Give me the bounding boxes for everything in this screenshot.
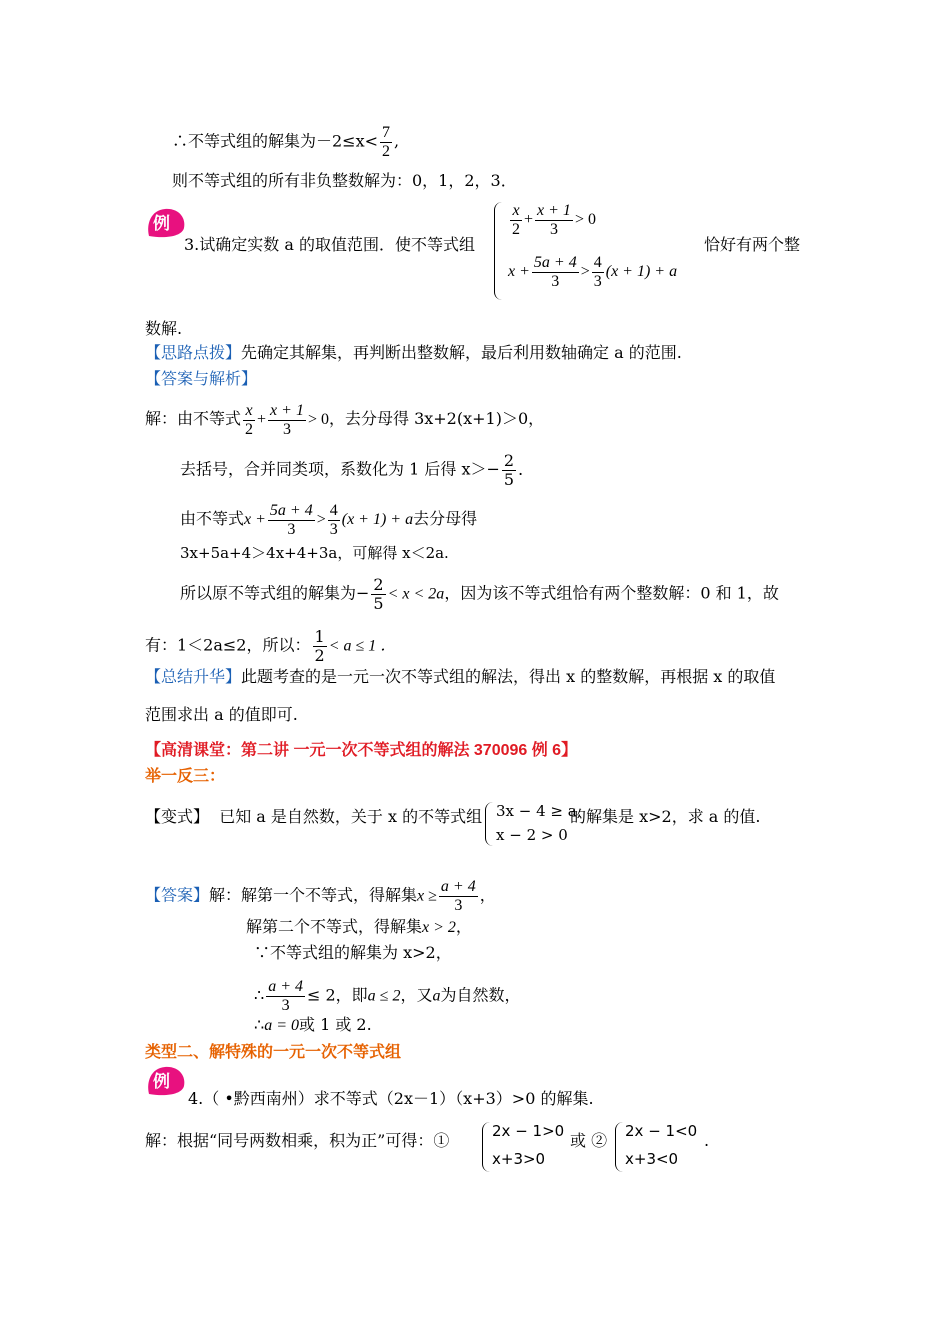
ex3-sys-row2 [508, 254, 677, 290]
ex4-system2 [615, 1120, 710, 1176]
s2-text: 去括号，合并同类项，系数化为 1 后得 x＞− [180, 459, 500, 479]
frac [592, 254, 604, 290]
lecture-heading: 【高清课堂：第二讲 一元一次不等式组的解法 370096 例 6】 [145, 742, 578, 759]
den: 3 [549, 220, 558, 238]
num: 1 [314, 627, 325, 646]
summary-text: 此题考查的是一元一次不等式组的解法，得出 x 的整数解，再根据 x 的取值 [241, 667, 776, 686]
frac: $\frac{x}{2}$ [245, 402, 254, 438]
ex3-system [494, 200, 704, 304]
num: a + 4 [440, 878, 476, 895]
ex4-end: . [704, 1131, 710, 1150]
va-l4-a2: a [432, 987, 441, 1005]
s6-lead: 有：1＜2a≤2，所以： [145, 635, 311, 655]
brace [615, 1122, 623, 1172]
brace [494, 202, 503, 300]
practice-heading: 举一反三： [145, 768, 226, 785]
hint-text: 先确定其解集，再判断出整数解，最后利用数轴确定 a 的范围. [241, 343, 682, 362]
frac [535, 202, 573, 238]
example-badge-icon [145, 206, 187, 240]
frac: $\frac{x + 1}{3}$ [270, 402, 304, 438]
c1b: x+3>0 [492, 1150, 546, 1168]
va-tag: 【答案】 [145, 885, 210, 905]
den: 3 [281, 996, 290, 1014]
s2-end: ． [518, 459, 535, 479]
den: 5 [503, 469, 515, 489]
ex4-solution: 解：根据“同号两数相乘，积为正”可得：① [145, 1131, 450, 1150]
frac [532, 254, 579, 290]
variant-sys-b: x − 2 > 0 [496, 826, 568, 844]
den: 2 [512, 220, 520, 238]
ex4-text: 4.（ •黔西南州）求不等式（2x－1）（x+3）>0 的解集. [188, 1089, 594, 1108]
va-line2 [246, 916, 472, 939]
brace [482, 1122, 490, 1172]
variant-tag: 【变式】 [145, 807, 210, 826]
summary-tag: 【总结升华】 [145, 667, 242, 686]
answer-tag: 【答案与解析】 [145, 369, 258, 388]
s3-lead: 由不等式 [180, 508, 245, 528]
va-l2-x: x > 2 [422, 919, 456, 936]
va-l4-tail2: ，又 [400, 985, 433, 1005]
ex3-tail: 恰好有两个整 [704, 235, 801, 254]
va-l5-a: a = 0 [264, 1017, 299, 1034]
va-l2-end: ， [455, 917, 472, 936]
comma: , [394, 131, 400, 151]
rest: (x + 1) + a [605, 262, 678, 280]
ex4-system1 [482, 1120, 572, 1176]
variant-lead: 已知 a 是自然数，关于 x 的不等式组 [219, 807, 483, 826]
va-line1 [145, 878, 496, 914]
s3-tail: 去分母得 [413, 508, 478, 528]
step1 [145, 402, 544, 438]
num: 4 [593, 254, 602, 271]
gt: > [580, 262, 590, 280]
ex4-or: 或 ② [570, 1131, 608, 1150]
den: 3 [551, 272, 560, 290]
den: 2 [314, 645, 325, 665]
va-l2: 解第二个不等式，得解集 [246, 917, 423, 936]
va-line4 [254, 978, 520, 1014]
c2a: 2x − 1<0 [625, 1122, 698, 1140]
frac [266, 978, 305, 1014]
variant-tail: 的解集是 x>2，求 a 的值. [570, 807, 761, 826]
variant-system [485, 800, 582, 850]
frac [439, 878, 478, 914]
num: x + 1 [537, 202, 571, 219]
frac: $\frac{2}{5}$ [373, 575, 384, 613]
va-l4-lead: ∴ [254, 985, 265, 1005]
s1-lead: 解：由不等式 [145, 408, 242, 428]
x-plus: x + [508, 262, 530, 280]
ex3-sys-row1 [508, 202, 596, 238]
summary-line2: 范围求出 a 的值即可. [145, 705, 298, 724]
variant-line [145, 806, 482, 828]
step5 [180, 576, 779, 612]
frac [313, 628, 327, 664]
frac: $\frac{5a + 4}{3}$ [269, 502, 313, 538]
den: 3 [454, 896, 463, 914]
va-line3: ∵不等式组的解集为 x>2， [254, 943, 452, 962]
va-l4-end: 为自然数， [440, 985, 521, 1005]
va-l4-tail: ≤ 2，即 [306, 985, 368, 1005]
va-l1-x: x ≥ [417, 887, 437, 905]
step3 [180, 502, 477, 538]
ex3-lead: 3.试确定实数 a 的取值范围．使不等式组 [184, 235, 475, 254]
c2b: x+3<0 [625, 1150, 679, 1168]
s5-tail: ，因为该不等式组恰有两个整数解：0 和 1，故 [444, 583, 779, 603]
num: 2 [503, 451, 515, 470]
va-l1: 解：解第一个不等式，得解集 [209, 885, 418, 905]
nonneg-line: 则不等式组的所有非负整数解为：0，1，2，3． [172, 171, 517, 190]
num: a + 4 [268, 978, 303, 995]
va-l5-tail: 或 1 或 2. [298, 1015, 372, 1034]
step6 [145, 628, 396, 664]
therefore-text: ∴不等式组的解集为－2≤x< [172, 131, 379, 151]
frac [510, 202, 522, 238]
plus: + [524, 210, 534, 228]
num: x [512, 202, 520, 219]
brace [485, 802, 493, 846]
s6-tail: < a ≤ 1 ． [328, 637, 397, 655]
badge-text: 例 [153, 214, 170, 234]
va-line5 [254, 1014, 372, 1037]
va-l5-lead: ∴ [254, 1015, 265, 1034]
frac-num: 7 [382, 124, 391, 141]
type2-heading: 类型二、解特殊的一元一次不等式组 [145, 1044, 402, 1061]
frac-den: 2 [382, 142, 391, 160]
va-l1-end: ， [479, 885, 496, 905]
hint-tag: 【思路点拨】 [145, 343, 242, 362]
therefore-solution-line [172, 124, 399, 160]
summary-line [145, 666, 775, 688]
frac: $\frac{4}{3}$ [329, 502, 338, 538]
ex3-tail2: 数解. [145, 319, 183, 338]
s1-tail: ，去分母得 3x+2(x+1)＞0， [328, 408, 545, 428]
hint-line [145, 342, 682, 364]
num: 5a + 4 [533, 254, 577, 271]
va-l4-a: a ≤ 2 [367, 987, 401, 1005]
frac [502, 452, 516, 488]
s1-expr: $\frac{x}{2}$ + $\frac{x + 1}{3}$ > 0 [245, 402, 329, 438]
s5-lead: 所以原不等式组的解集为− [180, 583, 370, 603]
s5-mid: < x < 2a [387, 585, 445, 603]
badge-text: 例 [153, 1072, 170, 1092]
step4: 3x+5a+4＞4x+4+3a，可解得 x＜2a. [180, 544, 449, 562]
step2 [180, 452, 534, 488]
variant-sys-a: 3x − 4 ≥ a, [496, 802, 582, 820]
c1a: 2x − 1>0 [492, 1122, 565, 1140]
s3-expr: x + $\frac{5a + 4}{3}$ > $\frac{4}{3}$ (x + 1) + a [244, 502, 414, 538]
gt0: > 0 [574, 210, 596, 228]
example-badge-icon [145, 1064, 187, 1098]
den: 3 [593, 272, 602, 290]
fraction-seven-halves [380, 124, 392, 160]
